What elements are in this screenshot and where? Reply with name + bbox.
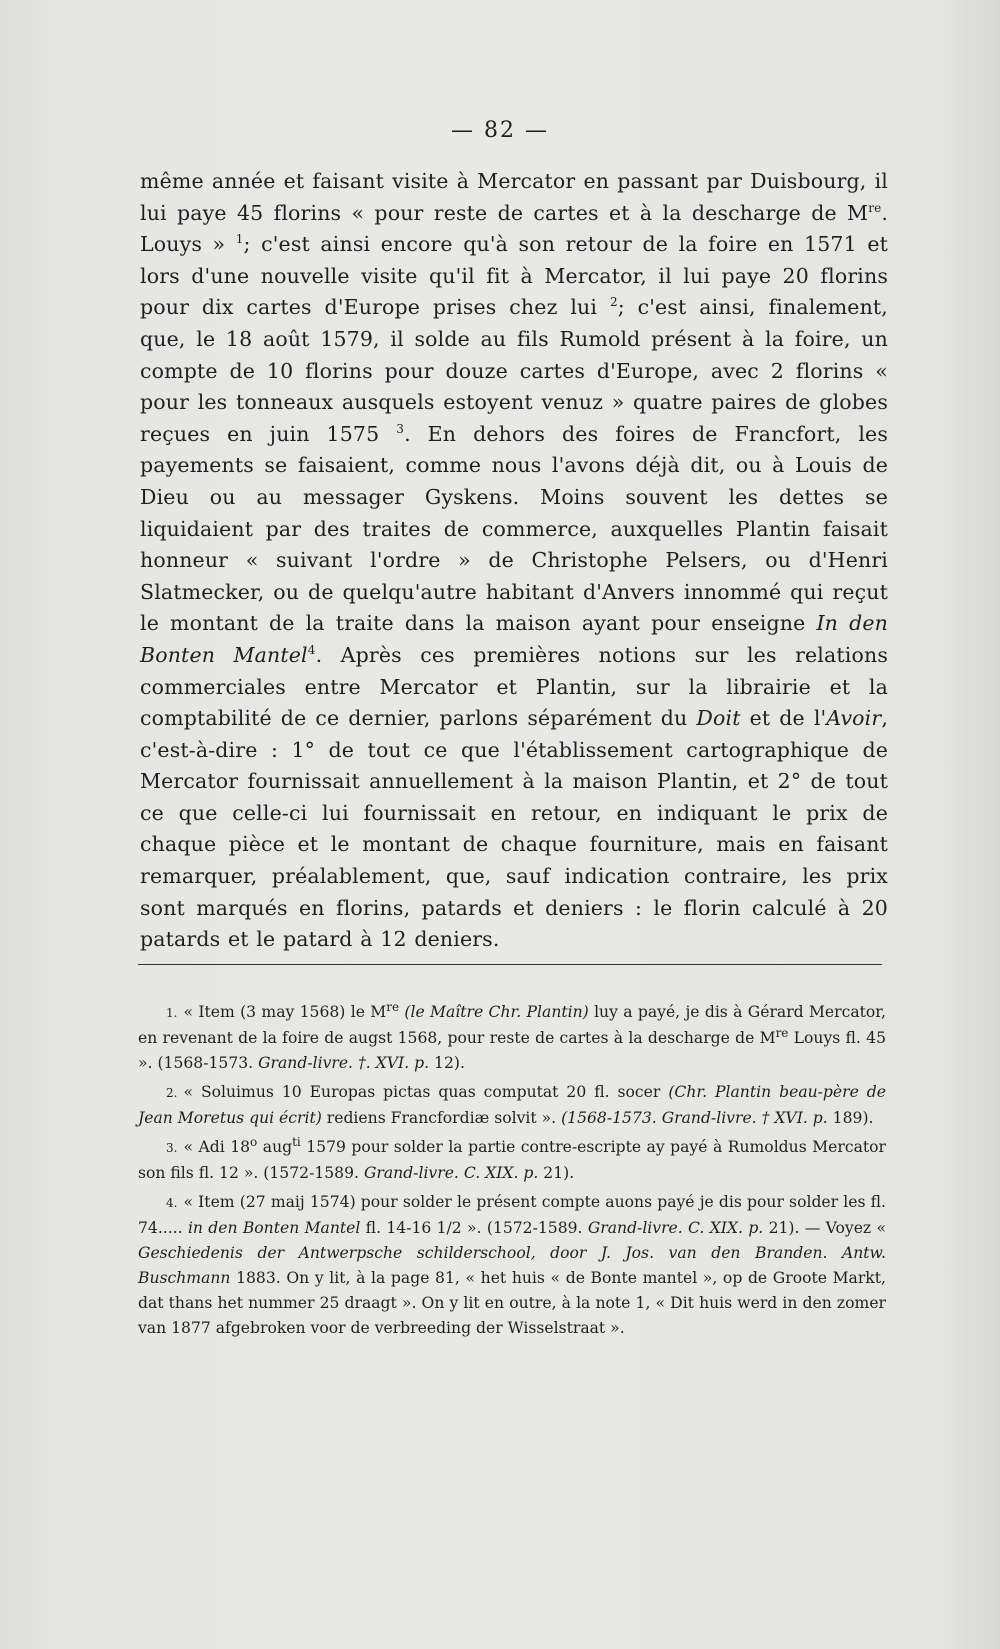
text-run: rediens Francfordiæ solvit ». (321, 1109, 562, 1127)
footnote-ref-2: 2 (609, 295, 618, 310)
footnote-mark: 3. (166, 1141, 178, 1155)
text-run: fl. 14-16 1/2 ». (1572-1589. (360, 1219, 588, 1237)
text-run: , c'est-à-dire : 1° de tout ce que l'établissement cartographique de Mercator fournissait annuellement à la maison Plantin, et 2° de tout ce que celle-ci lui fournissait en retour, en indiquant le prix de chaque pièce et le montant de chaque fourniture, mais en faisant remarquer, préalablement, que, sauf indication contraire, les prix sont marqués en florins, patards et deniers : le florin calculé à 20 patards et le patard à 12 deniers. (140, 706, 889, 952)
text-run: « Adi 18 (183, 1138, 251, 1156)
text-run: « Soluimus 10 Europas pictas quas computat 20 fl. socer (183, 1083, 669, 1101)
italic-text: (le Maître Chr. Plantin) (404, 1003, 589, 1021)
text-run: ; c'est ainsi, finalement, que, le 18 août 1579, il solde au fils Rumold présent à la foire, un compte de 10 florins pour douze cartes d'Europe, avec 2 florins « pour les tonneaux ausquels estoyent venuz » quatre paires de globes reçues en juin 1575 (140, 295, 888, 446)
text-run: 1883. On y lit, à la page 81, « het huis « de Bonte mantel », op de Groote Markt, dat thans het nummer 25 draagt ». On y lit en outre, à la note 1, « Dit huis werd in den zomer van 1877 afgebroken voor de verbreeding der Wisselstraat ». (138, 1269, 886, 1337)
main-text (140, 166, 888, 956)
italic-avoir: Avoir (826, 706, 882, 731)
italic-text: Geschiedenis der Antwerpsche schilderschool, door J. Jos. van den Branden. Antw. Buschmann (138, 1244, 886, 1287)
superscript: re (868, 200, 882, 215)
italic-text: Grand-livre. C. XIX. p. (363, 1164, 539, 1182)
text-run: et de l' (740, 706, 827, 731)
text-run: 21). (538, 1164, 575, 1182)
italic-text: Grand-livre. †. XVI. p. (258, 1054, 430, 1072)
superscript: re (775, 1025, 789, 1040)
text-run: 21). — Voyez « (763, 1219, 886, 1237)
footnote-mark: 4. (166, 1196, 178, 1210)
superscript: o (250, 1134, 258, 1149)
footnote-1 (138, 1000, 886, 1076)
text-run: « Item (3 may 1568) le M (183, 1003, 387, 1021)
footnote-ref-4: 4 (307, 643, 316, 658)
text-run: . Après ces premières notions sur les relations commerciales entre Mercator et Plantin, sur la librairie et la comptabilité de ce dernier, parlons séparément du (140, 642, 888, 731)
footnote-2 (138, 1080, 886, 1131)
superscript: re (386, 999, 400, 1014)
italic-sign-name: In den Bonten Mantel (140, 611, 888, 667)
text-run: . Louys » (140, 200, 888, 257)
footnotes (138, 1000, 886, 1345)
text-run: 1579 pour solder la partie contre-escripte ay payé à Rumoldus Mercator son fils fl. 12 ». (1572-1589. (138, 1138, 886, 1182)
footnote-ref-3: 3 (396, 421, 405, 436)
text-run: même année et faisant visite à Mercator en passant par Duisbourg, il lui paye 45 florins « pour reste de cartes et à la descharge de M (140, 169, 888, 225)
paragraph (140, 166, 888, 956)
text-run: aug (257, 1138, 293, 1156)
text-run: 189). (827, 1109, 874, 1127)
footnote-mark: 1. (166, 1006, 178, 1020)
footnote-4 (138, 1190, 886, 1341)
text-run: Louys fl. 45 ». (1568-1573. (138, 1029, 886, 1072)
italic-text: Grand-livre. C. XIX. p. (587, 1219, 764, 1237)
footnote-3 (138, 1135, 886, 1186)
superscript: ti (292, 1134, 301, 1149)
footnote-separator (138, 964, 882, 965)
text-run: luy a payé, je dis à Gérard Mercator, en revenant de la foire de augst 1568, pour reste de cartes à la descharge de M (138, 1003, 886, 1047)
text-run: ; c'est ainsi encore qu'à son retour de la foire en 1571 et lors d'une nouvelle visite qu'il fit à Mercator, il lui paye 20 florins pour dix cartes d'Europe prises chez lui (140, 232, 888, 320)
page-number: — 82 — (451, 118, 549, 143)
italic-text: (Chr. Plantin beau-père de Jean Moretus qui écrit) (138, 1083, 886, 1127)
footnote-ref-1: 1 (235, 232, 244, 247)
text-run: « Item (27 maij 1574) pour solder le présent compte auons payé je dis pour solder les fl. 74..... (138, 1193, 886, 1237)
text-run: 12). (429, 1054, 465, 1072)
italic-doit: Doit (696, 706, 741, 731)
footnote-mark: 2. (166, 1086, 178, 1100)
italic-text: (1568-1573. Grand-livre. † XVI. p. (561, 1109, 828, 1127)
text-run: . En dehors des foires de Francfort, les payements se faisaient, comme nous l'avons déjà dit, ou à Louis de Dieu ou au messager Gyskens. Moins souvent les dettes se liquidaient par des traites de commerce, auxquelles Plantin faisait honneur « suivant l'ordre » de Christophe Pelsers, ou d'Henri Slatmecker, ou de quelqu'autre habitant d'Anvers innommé qui reçut le montant de la traite dans la maison ayant pour enseigne (140, 421, 888, 636)
italic-text: in den Bonten Mantel (187, 1219, 361, 1237)
